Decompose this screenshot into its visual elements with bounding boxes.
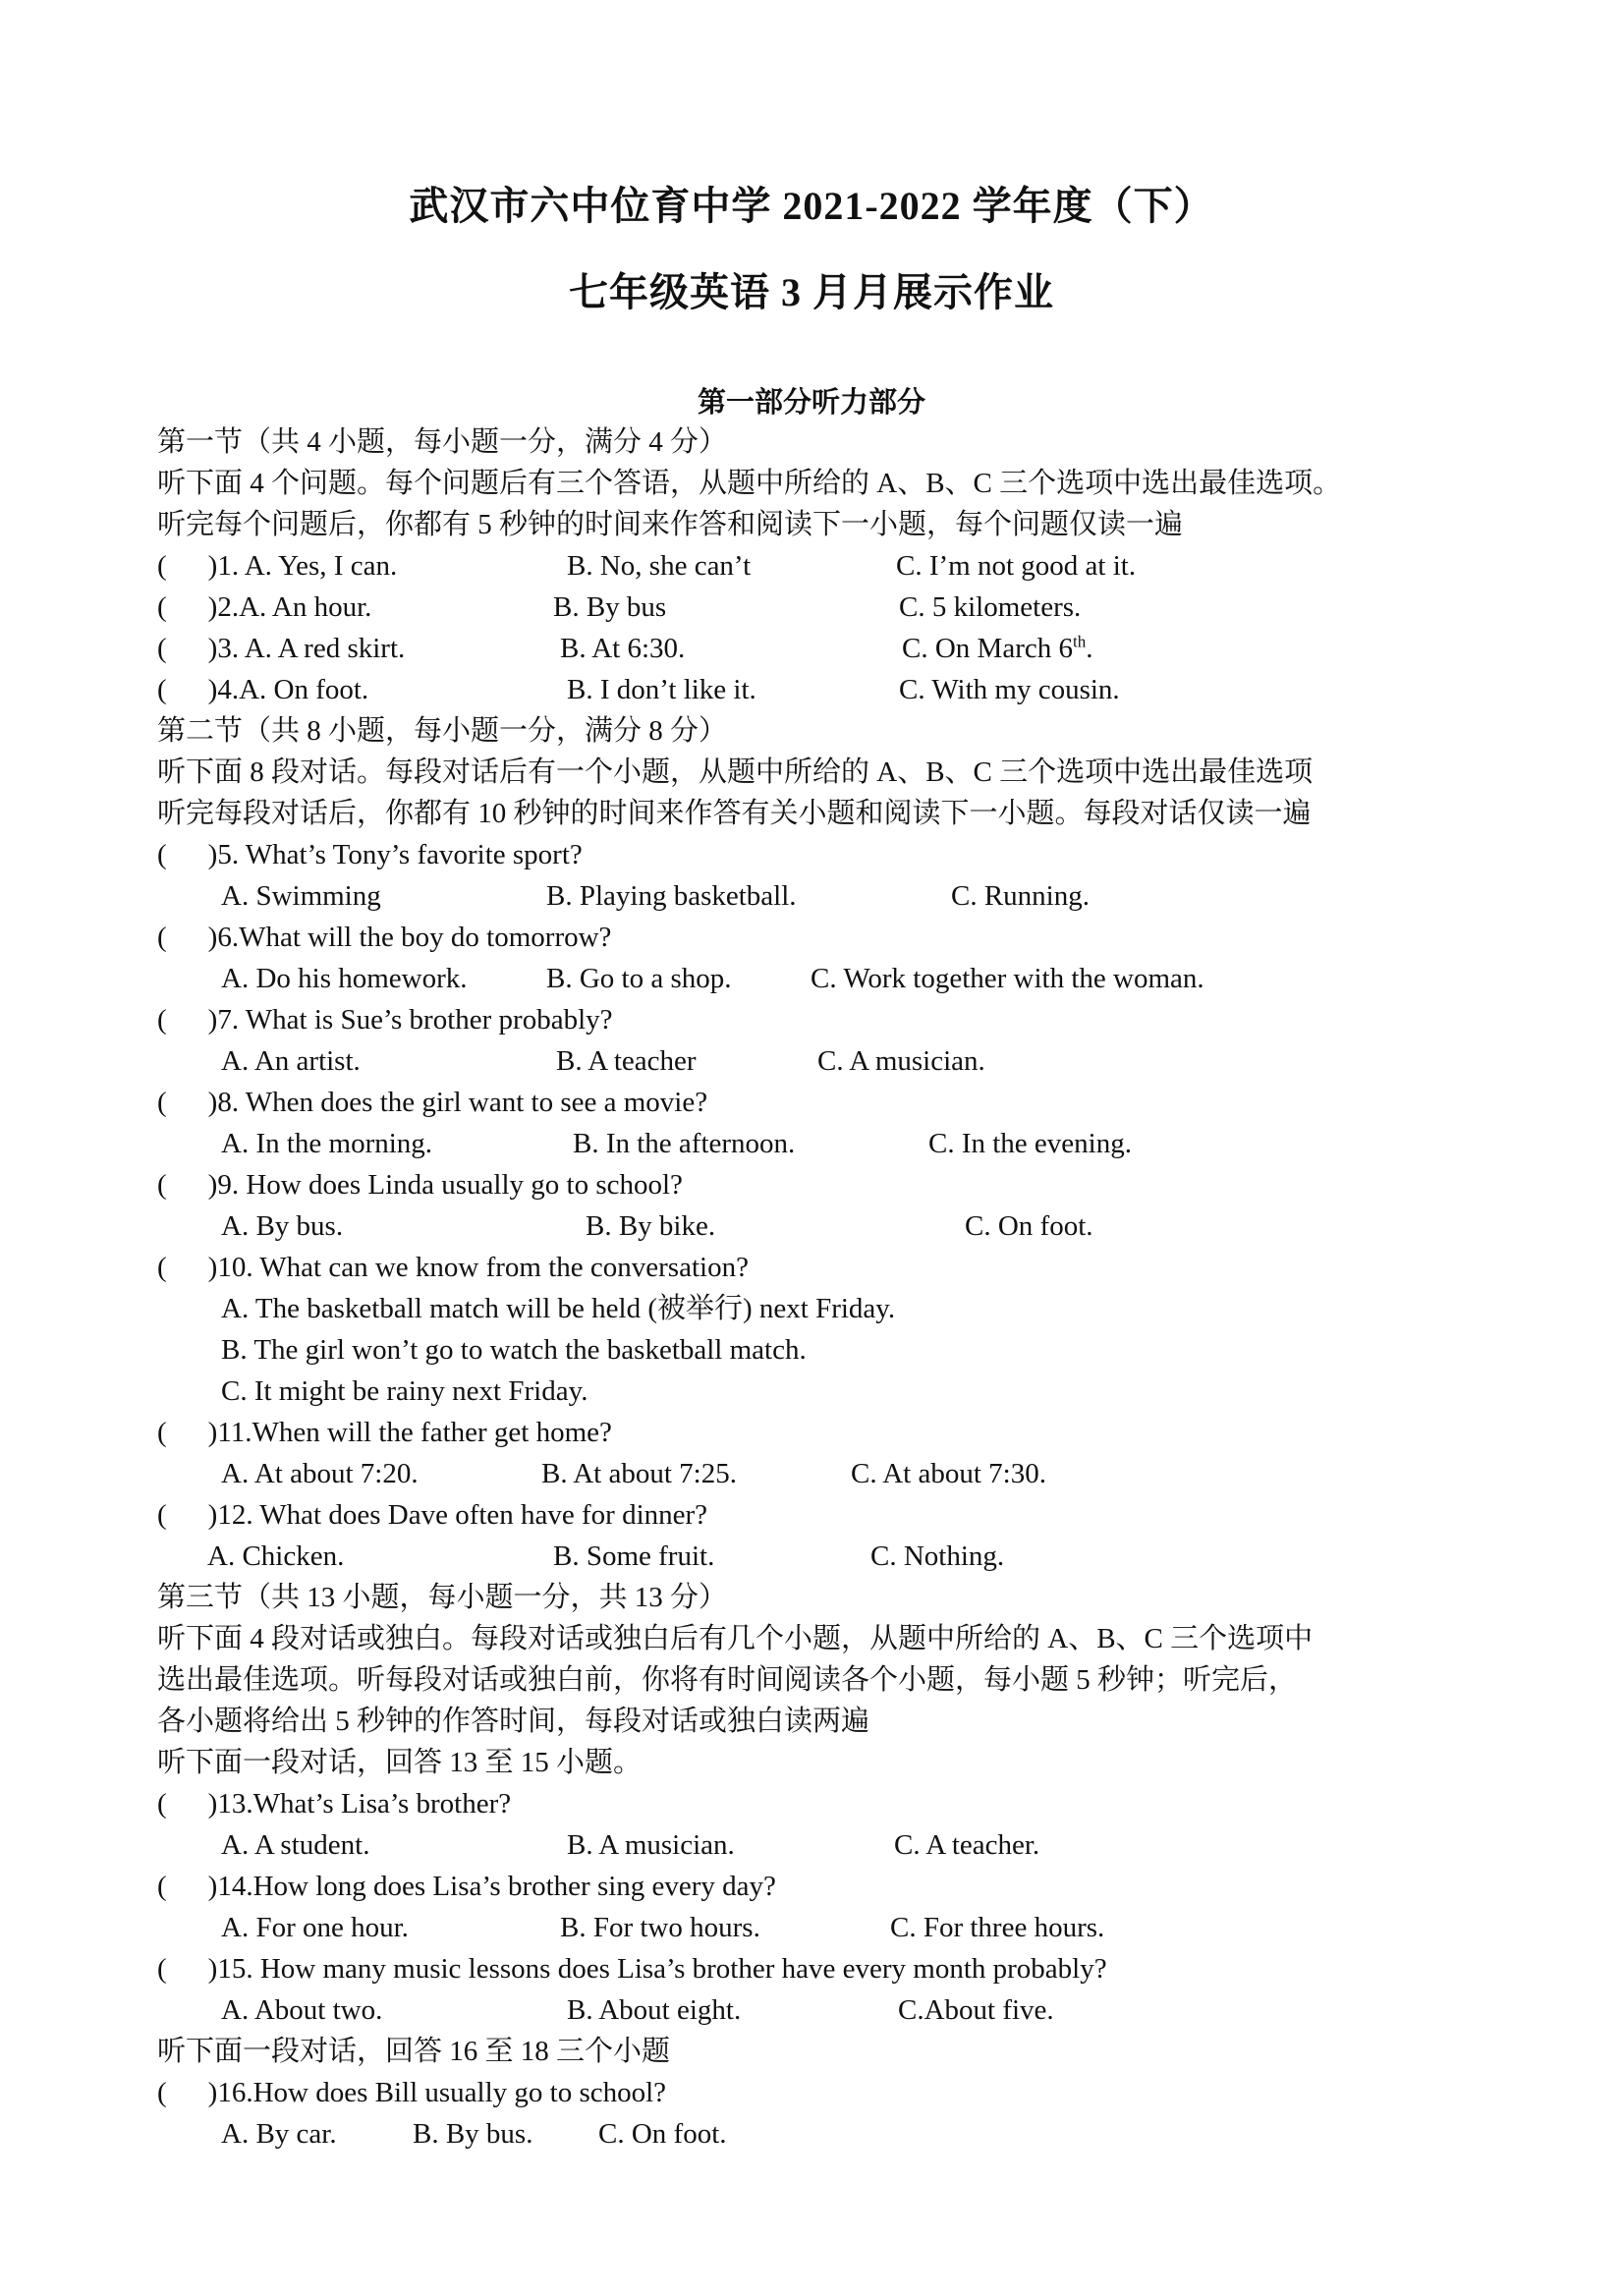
question-stem: )12. What does Dave often have for dinner? [207,1499,708,1531]
option-a: A. About two. [221,1994,383,2026]
option-c: C. It might be rainy next Friday. [221,1375,588,1407]
section1-instruction: 听下面 4 个问题。每个问题后有三个答语，从题中所给的 A、B、C 三个选项中选出最佳选项。 [157,468,1342,499]
question-8 [157,1085,707,1120]
option-a: A. Do his homework. [221,963,468,994]
question-stem: )11.When will the father get home? [207,1417,612,1448]
question-11 [157,1415,612,1450]
question-10 [157,1250,749,1285]
option-a: A. Chicken. [207,1540,345,1572]
answer-bracket: ( [157,1087,167,1118]
question-2 [157,589,371,625]
option-b: B. I don’t like it. [567,674,756,705]
section3-instruction: 选出最佳选项。听每段对话或独白前，你将有时间阅读各个小题，每小题 5 秒钟；听完后， [157,1664,1298,1696]
question-5 [157,837,583,872]
question-14 [157,1869,776,1904]
option-c: C. In the evening. [928,1128,1132,1159]
answer-bracket: ( [157,591,167,623]
question-stem: )10. What can we know from the conversation? [207,1252,749,1283]
question-stem: )15. How many music lessons does Lisa’s brother have every month probably? [207,1953,1107,1985]
question-3 [157,631,405,666]
section3-heading: 第三节（共 13 小题，每小题一分，共 13 分） [157,1582,728,1613]
answer-bracket: ( [157,550,167,582]
option-b: B. About eight. [567,1994,742,2026]
section2-instruction: 听下面 8 段对话。每段对话后有一个小题，从题中所给的 A、B、C 三个选项中选出最佳选项 [157,756,1314,788]
option-b: B. For two hours. [560,1912,760,1943]
question-stem: )9. How does Linda usually go to school? [207,1169,683,1201]
option-a: A. For one hour. [221,1912,409,1943]
option-a: A. A student. [221,1829,370,1861]
question-stem: )6.What will the boy do tomorrow? [207,922,612,953]
option-c: C.About five. [898,1994,1054,2026]
option-b: B. In the afternoon. [573,1128,796,1159]
option-b: B. Go to a shop. [546,963,732,994]
option-c: C. On foot. [598,2118,727,2150]
part-title: 第一部分听力部分 [697,387,925,419]
option-a: A. The basketball match will be held (被举行) next Friday. [221,1293,896,1324]
section3-instruction: 听下面 4 段对话或独白。每段对话或独白后有几个小题，从题中所给的 A、B、C 三个选项中 [157,1623,1314,1654]
answer-bracket: ( [157,2077,167,2108]
question-16 [157,2075,666,2110]
answer-bracket: ( [157,1004,167,1036]
dialog-instruction: 听下面一段对话，回答 16 至 18 三个小题 [157,2036,671,2067]
option-a: A. At about 7:20. [221,1458,419,1489]
option-c: C. On March 6th. [902,632,1093,664]
answer-bracket: ( [157,1169,167,1201]
dialog-instruction: 听下面一段对话，回答 13 至 15 小题。 [157,1747,643,1778]
question-1 [157,548,397,584]
option-b: B. Some fruit. [553,1540,715,1572]
question-12 [157,1497,707,1533]
question-stem: )3. A. A red skirt. [207,633,406,664]
option-b: B. Playing basketball. [546,880,797,912]
option-b: B. The girl won’t go to watch the basketball match. [221,1334,807,1366]
option-c: C. 5 kilometers. [899,591,1082,623]
option-c: C. Running. [951,880,1090,912]
question-stem: )16.How does Bill usually go to school? [207,2077,667,2108]
answer-bracket: ( [157,1417,167,1448]
answer-bracket: ( [157,839,167,870]
answer-bracket: ( [157,1871,167,1902]
question-stem: )4.A. On foot. [207,674,369,705]
option-b: B. At about 7:25. [541,1458,737,1489]
option-a: A. By bus. [221,1210,344,1242]
option-b: B. By bike. [586,1210,716,1242]
question-stem: )13.What’s Lisa’s brother? [207,1788,512,1820]
question-13 [157,1786,511,1821]
question-stem: )14.How long does Lisa’s brother sing every day? [207,1871,776,1902]
question-9 [157,1167,683,1203]
question-stem: )5. What’s Tony’s favorite sport? [207,839,583,870]
answer-bracket: ( [157,1499,167,1531]
answer-bracket: ( [157,674,167,705]
section2-instruction: 听完每段对话后，你都有 10 秒钟的时间来作答有关小题和阅读下一小题。每段对话仅读一遍 [157,798,1312,829]
option-a: A. An artist. [221,1045,361,1077]
option-b: B. By bus. [413,2118,533,2150]
option-a: A. Swimming [221,880,381,912]
section1-heading: 第一节（共 4 小题，每小题一分，满分 4 分） [157,426,728,458]
option-a: A. In the morning. [221,1128,433,1159]
answer-bracket: ( [157,922,167,953]
section3-instruction: 各小题将给出 5 秒钟的作答时间，每段对话或独白读两遍 [157,1706,870,1737]
option-c: C. Work together with the woman. [811,963,1204,994]
document-subtitle: 七年级英语 3 月月展示作业 [569,270,1054,314]
option-b: B. A musician. [567,1829,735,1861]
question-stem: )2.A. An hour. [207,591,372,623]
document-title: 武汉市六中位育中学 2021-2022 学年度（下） [409,184,1214,228]
question-stem: )1. A. Yes, I can. [207,550,398,582]
section1-instruction: 听完每个问题后，你都有 5 秒钟的时间来作答和阅读下一小题，每个问题仅读一遍 [157,509,1184,540]
option-c: C. With my cousin. [899,674,1120,705]
option-a: A. By car. [221,2118,337,2150]
option-c: C. On foot. [965,1210,1093,1242]
option-c: C. Nothing. [870,1540,1005,1572]
question-6 [157,920,611,955]
option-c: C. A musician. [817,1045,985,1077]
answer-bracket: ( [157,1252,167,1283]
option-b: B. A teacher [556,1045,697,1077]
answer-bracket: ( [157,633,167,664]
section2-heading: 第二节（共 8 小题，每小题一分，满分 8 分） [157,715,728,747]
option-c: C. At about 7:30. [851,1458,1046,1489]
question-4 [157,672,368,707]
answer-bracket: ( [157,1788,167,1820]
answer-bracket: ( [157,1953,167,1985]
option-c: C. For three hours. [890,1912,1105,1943]
option-c: C. I’m not good at it. [896,550,1137,582]
option-b: B. By bus [553,591,667,623]
question-stem: )7. What is Sue’s brother probably? [207,1004,613,1036]
option-b: B. At 6:30. [560,633,686,664]
question-7 [157,1002,613,1037]
option-c: C. A teacher. [894,1829,1040,1861]
question-15 [157,1951,1107,1987]
option-b: B. No, she can’t [567,550,752,582]
question-stem: )8. When does the girl want to see a movie? [207,1087,708,1118]
